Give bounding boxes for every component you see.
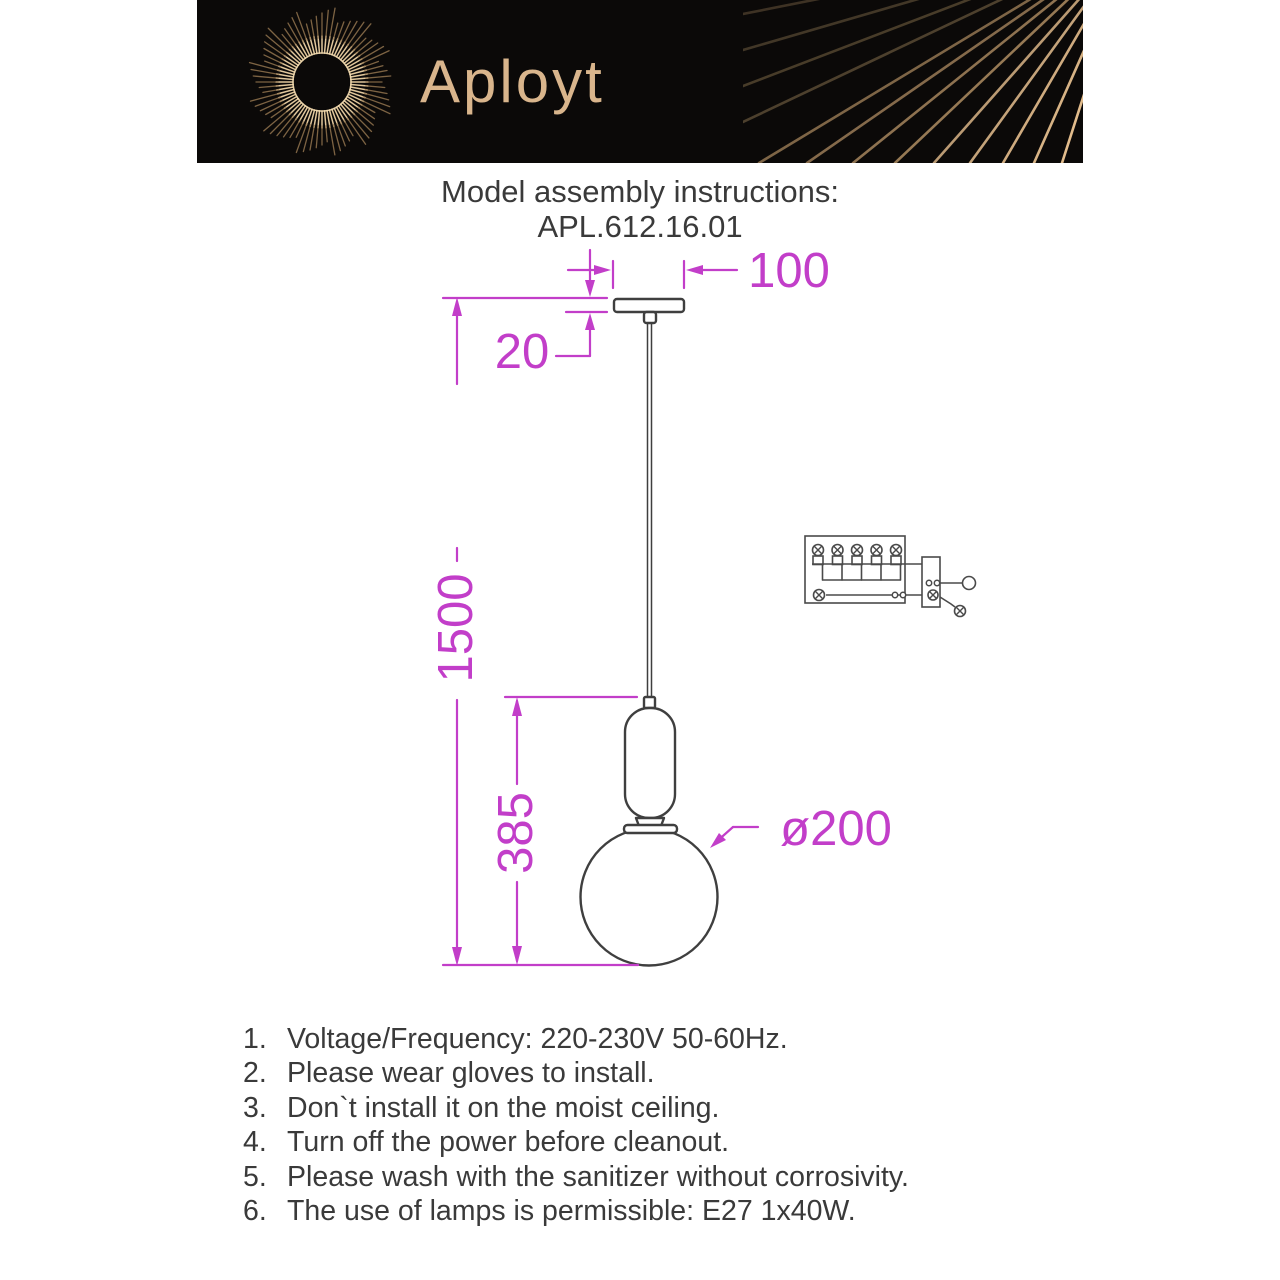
- list-number: 3.: [243, 1091, 267, 1124]
- page-title: Model assembly instructions:: [441, 174, 839, 209]
- list-text: Voltage/Frequency: 220-230V 50-60Hz.: [287, 1023, 788, 1055]
- pendant-lamp-outline: [581, 299, 718, 966]
- wiring-diagram: [805, 536, 976, 617]
- ceiling-canopy: [614, 299, 684, 312]
- list-text: Don`t install it on the moist ceiling.: [287, 1091, 720, 1124]
- instruction-list: [243, 1022, 1063, 1228]
- list-item: [243, 1022, 1063, 1056]
- list-text: The use of lamps is permissible: E27 1x40W.: [287, 1195, 856, 1228]
- brand-name: Aployt: [420, 48, 605, 115]
- list-number: 6.: [243, 1195, 267, 1228]
- list-item: [243, 1160, 1063, 1194]
- dim-canopy-height: 20: [494, 325, 550, 379]
- list-number: 5.: [243, 1160, 267, 1193]
- lamp-body-capsule: [625, 708, 675, 818]
- list-number: 2.: [243, 1057, 267, 1090]
- dim-body-height: 385: [489, 792, 543, 874]
- dim-canopy-width: 100: [748, 244, 830, 298]
- list-number: 4.: [243, 1126, 267, 1159]
- dimension-annotations: [429, 244, 892, 966]
- list-text: Turn off the power before cleanout.: [287, 1126, 730, 1159]
- switch-symbol: [963, 577, 976, 590]
- list-text: Please wash with the sanitizer without corrosivity.: [287, 1160, 909, 1193]
- list-item: [243, 1194, 1063, 1228]
- cord-grip: [644, 697, 655, 708]
- model-code: APL.612.16.01: [537, 209, 743, 244]
- sphere-ring: [624, 825, 677, 833]
- dim-shade-diameter: ø200: [780, 802, 892, 856]
- glass-sphere: [581, 829, 718, 966]
- list-number: 1.: [243, 1023, 267, 1055]
- list-text: Please wear gloves to install.: [287, 1057, 655, 1090]
- list-item: [243, 1056, 1063, 1090]
- dim-cord-length: 1500: [429, 573, 483, 683]
- list-item: [243, 1125, 1063, 1159]
- list-item: [243, 1091, 1063, 1125]
- canopy-nipple: [644, 312, 656, 323]
